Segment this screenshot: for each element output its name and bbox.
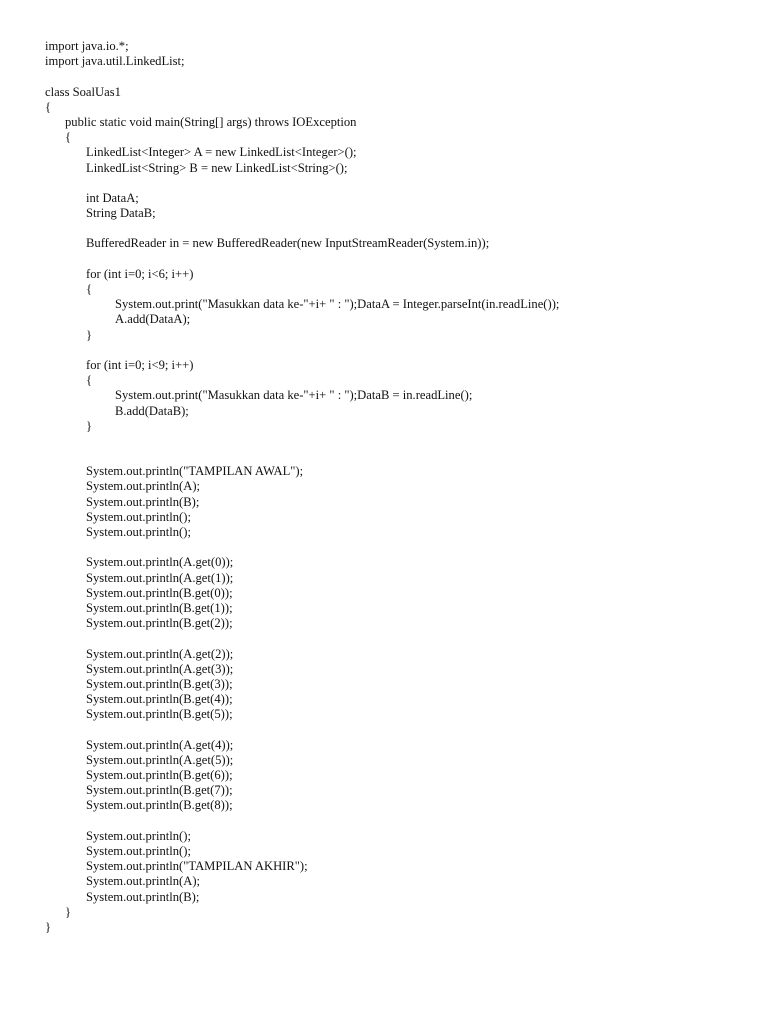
- code-line: public static void main(String[] args) throws IOException: [65, 114, 357, 129]
- code-line: class SoalUas1: [45, 84, 121, 99]
- code-line: {: [86, 282, 93, 296]
- blank-line: [45, 540, 559, 555]
- code-line: {: [86, 373, 93, 388]
- code-line: System.out.println(B.get(8));: [86, 798, 233, 813]
- code-line: System.out.println(A.get(4));: [86, 737, 234, 752]
- code-line: System.out.println(A.get(2));: [86, 646, 234, 661]
- code-line: {: [65, 130, 72, 145]
- code-line: System.out.println(A.get(5));: [86, 752, 234, 767]
- code-line: }: [86, 418, 93, 433]
- code-line: System.out.println(A.get(0));: [86, 555, 234, 570]
- code-line: LinkedList<Integer> A = new LinkedList<Integer>();: [86, 145, 357, 160]
- code-line: System.out.println(B.get(4));: [86, 692, 233, 707]
- code-line: System.out.println();: [86, 509, 191, 524]
- code-line: BufferedReader in = new BufferedReader(new InputStreamReader(System.in));: [86, 236, 490, 251]
- code-line: int DataA;: [86, 190, 139, 205]
- code-line: System.out.print("Masukkan data ke-"+i+ " : ");DataA = Integer.parseInt(in.readLine());: [115, 297, 560, 312]
- code-line: {: [45, 99, 52, 114]
- code-line: System.out.println(A);: [86, 874, 201, 889]
- code-line: System.out.println(B);: [86, 494, 200, 509]
- code-line: for (int i=0; i<9; i++): [86, 357, 194, 372]
- code-line: System.out.println(B.get(0));: [86, 585, 233, 600]
- blank-line: [45, 814, 559, 829]
- code-line: System.out.println(B.get(6));: [86, 768, 233, 782]
- code-line: System.out.println(B.get(5));: [86, 707, 233, 722]
- code-line: System.out.print("Masukkan data ke-"+i+ " : ");DataB = in.readLine();: [115, 388, 473, 403]
- code-line: System.out.println("TAMPILAN AWAL");: [86, 464, 304, 479]
- code-line: }: [86, 327, 93, 342]
- blank-line: [45, 221, 559, 236]
- code-line: }: [45, 919, 52, 934]
- blank-line: [45, 722, 559, 737]
- code-line: System.out.println("TAMPILAN AKHIR");: [86, 859, 308, 874]
- code-line: import java.util.LinkedList;: [45, 54, 185, 69]
- blank-line: [45, 176, 559, 191]
- code-line: B.add(DataB);: [115, 403, 189, 418]
- code-line: System.out.println(B);: [86, 889, 200, 904]
- code-line: System.out.println();: [86, 828, 191, 843]
- code-line: System.out.println(A.get(3));: [86, 661, 234, 676]
- code-line: System.out.println(A.get(1));: [86, 570, 234, 585]
- code-line: import java.io.*;: [45, 39, 129, 53]
- blank-line: [45, 631, 559, 646]
- code-line: System.out.println(B.get(1));: [86, 600, 233, 615]
- code-line: for (int i=0; i<6; i++): [86, 266, 194, 281]
- blank-line: [45, 252, 559, 267]
- code-line: System.out.println();: [86, 843, 191, 858]
- code-line: }: [65, 904, 72, 919]
- blank-line: [45, 69, 559, 84]
- blank-line: [45, 343, 559, 358]
- code-line: System.out.println(A);: [86, 479, 201, 494]
- code-line: System.out.println(B.get(3));: [86, 676, 233, 691]
- code-listing: [45, 39, 559, 935]
- code-line: System.out.println(B.get(7));: [86, 783, 233, 798]
- code-line: A.add(DataA);: [115, 312, 191, 327]
- code-line: LinkedList<String> B = new LinkedList<String>();: [86, 160, 348, 175]
- code-line: System.out.println(B.get(2));: [86, 616, 233, 631]
- blank-line: [45, 449, 559, 464]
- code-line: System.out.println();: [86, 525, 191, 539]
- code-line: String DataB;: [86, 206, 156, 221]
- blank-line: [45, 434, 559, 449]
